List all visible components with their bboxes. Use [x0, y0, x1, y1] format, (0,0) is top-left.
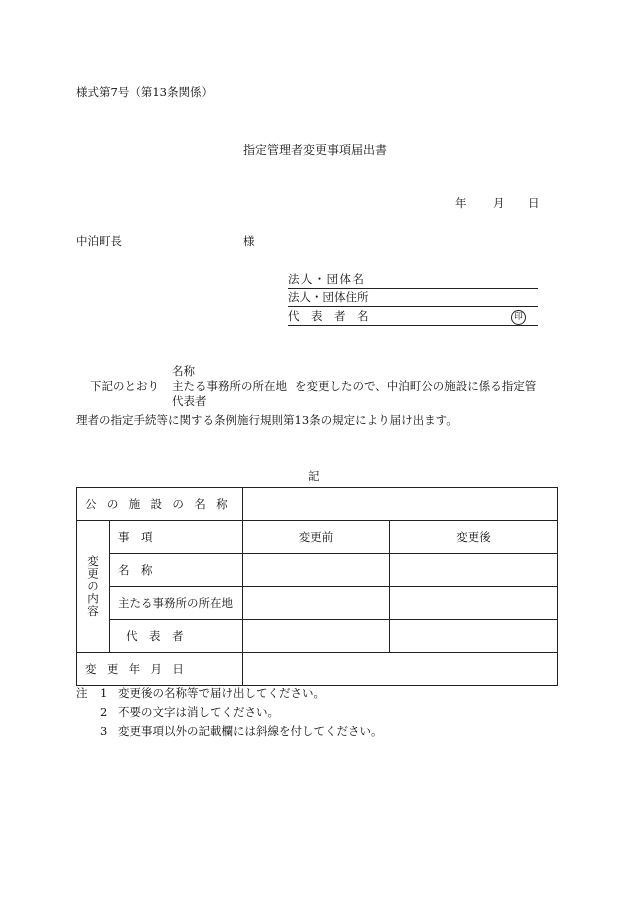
change-date-row	[77, 653, 558, 686]
row-rep-label: 代 表 者	[126, 629, 184, 643]
note-3-number: 3	[100, 724, 108, 738]
facility-value-cell[interactable]	[243, 488, 558, 521]
rep-before-cell[interactable]	[243, 620, 390, 653]
change-date-label: 変更年月日	[85, 662, 195, 676]
note-2-number: 2	[100, 705, 108, 719]
col-after-cell	[390, 521, 558, 554]
org-name-line	[288, 274, 538, 289]
addressee-honorific: 様	[243, 234, 255, 248]
body-line1-rest: を変更したので、中泊町公の施設に係る指定管	[295, 379, 537, 393]
header-row	[77, 521, 558, 554]
name-row	[77, 554, 558, 587]
row-office-label: 主たる事務所の所在地	[118, 596, 233, 610]
date-day-label: 日	[528, 196, 540, 210]
addressee-name: 中泊町長	[76, 234, 122, 248]
change-content-cell	[77, 521, 110, 653]
facility-row	[77, 488, 558, 521]
row-name-label: 名 称	[118, 563, 153, 577]
note-2-text: 不要の文字は消してください。	[118, 705, 279, 719]
facility-label: 公の施設の名称	[85, 497, 238, 511]
facility-label-cell	[77, 488, 243, 521]
body-line2: 理者の指定手続等に関する条例施行規則第13条の規定により届け出ます。	[76, 413, 458, 427]
body-item-rep: 代表者	[172, 394, 207, 408]
name-after-cell[interactable]	[390, 554, 558, 587]
representative-label: 代 表 者 名	[288, 309, 369, 323]
org-address-line	[288, 292, 538, 307]
col-item-cell	[110, 521, 243, 554]
rep-after-cell[interactable]	[390, 620, 558, 653]
col-before-label: 変更前	[298, 530, 334, 544]
org-name-label: 法人・団体名	[288, 272, 366, 286]
office-row	[77, 587, 558, 620]
col-after-label: 変更後	[456, 530, 491, 544]
col-item-label: 事 項	[118, 530, 153, 544]
body-intro: 下記のとおり	[90, 379, 159, 393]
name-before-cell[interactable]	[243, 554, 390, 587]
change-date-value-cell[interactable]	[243, 653, 558, 686]
change-form-table	[76, 487, 558, 686]
date-year-label: 年	[455, 196, 467, 210]
notes-label: 注	[76, 686, 88, 700]
col-before-cell	[243, 521, 390, 554]
representative-line	[288, 311, 538, 326]
change-date-label-cell	[77, 653, 243, 686]
org-address-label: 法人・団体住所	[288, 290, 369, 304]
change-content-label: 変更の内容	[86, 555, 100, 618]
row-name-cell	[110, 554, 243, 587]
document-title: 指定管理者変更事項届出書	[243, 143, 388, 157]
row-office-cell	[110, 587, 243, 620]
note-3-text: 変更事項以外の記載欄には斜線を付してください。	[118, 724, 383, 738]
ki-heading: 記	[308, 469, 320, 483]
seal-mark: 印	[511, 310, 526, 325]
date-month-label: 月	[493, 196, 505, 210]
note-1-number: 1	[100, 686, 108, 700]
row-rep-cell	[110, 620, 243, 653]
body-item-office: 主たる事務所の所在地	[172, 379, 287, 393]
body-item-name: 名称	[172, 364, 195, 378]
form-number: 様式第7号（第13条関係）	[76, 85, 213, 99]
rep-row	[77, 620, 558, 653]
note-1-text: 変更後の名称等で届け出してください。	[118, 686, 325, 700]
office-before-cell[interactable]	[243, 587, 390, 620]
office-after-cell[interactable]	[390, 587, 558, 620]
